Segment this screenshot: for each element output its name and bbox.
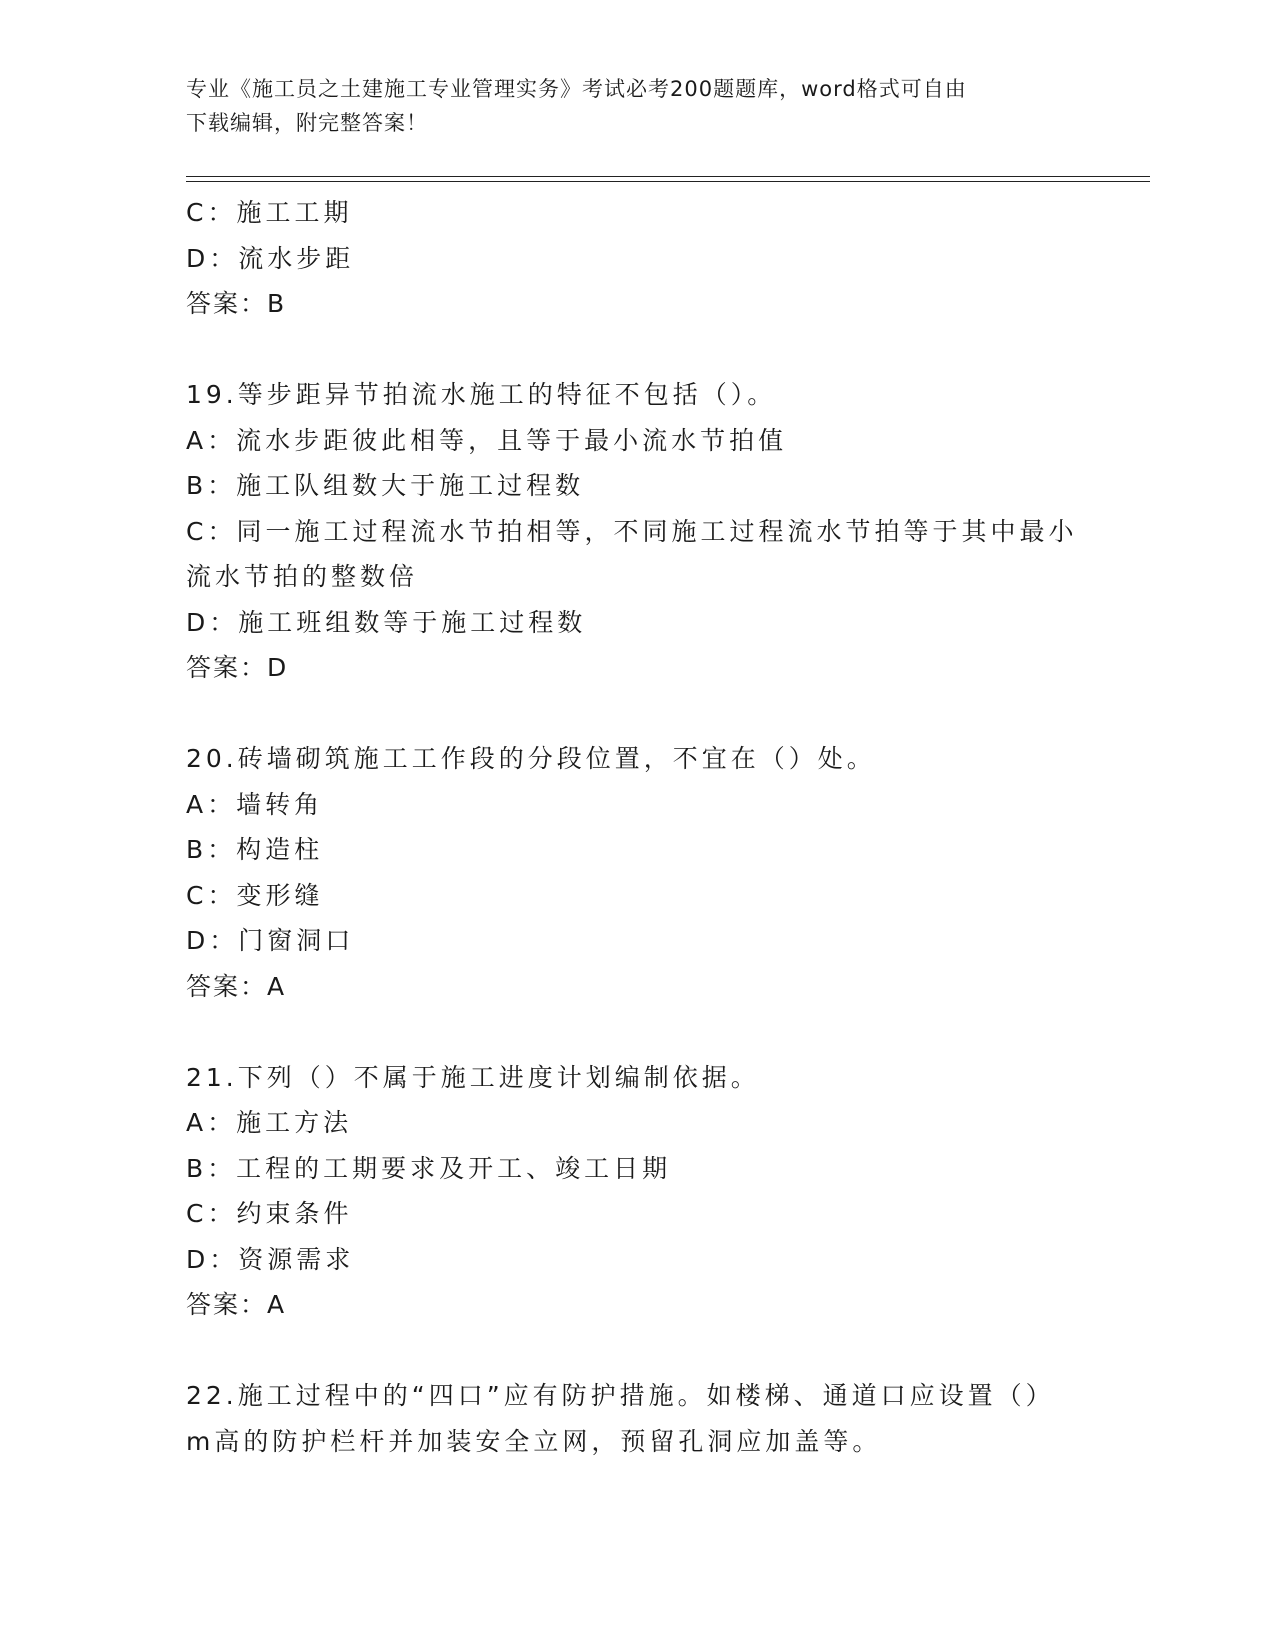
spacer [186,691,1086,737]
question-22-stem-line-2: m高的防护栏杆并加装安全立网，预留孔洞应加盖等。 [186,1426,882,1456]
question-20-answer: 答案：A [186,971,287,1001]
header-line-1: 专业《施工员之土建施工专业管理实务》考试必考200题题库，word格式可自由 [186,77,967,101]
question-19-option-d: D：施工班组数等于施工过程数 [186,607,587,637]
question-22-stem-line-1: 22.施工过程中的“四口”应有防护措施。如楼梯、通道口应设置（） [186,1381,1055,1410]
header-line-2: 下载编辑，附完整答案！ [186,111,428,135]
spacer [186,1328,1086,1374]
question-content [186,190,1086,1464]
question-19-stem: 19.等步距异节拍流水施工的特征不包括（）。 [186,380,777,409]
prev-option-c: C：施工工期 [186,198,353,227]
question-19-option-a: A：流水步距彼此相等，且等于最小流水节拍值 [186,425,788,455]
question-21-option-c: C：约束条件 [186,1199,353,1228]
header-divider [186,176,1150,182]
question-20-stem: 20.砖墙砌筑施工工作段的分段位置，不宜在（）处。 [186,744,876,773]
question-21-option-d: D：资源需求 [186,1244,355,1274]
question-21-option-a: A：施工方法 [186,1108,353,1137]
question-20-option-a: A：墙转角 [186,789,324,819]
question-19-answer: 答案：D [186,653,289,682]
prev-answer: 答案：B [186,289,287,318]
document-header [186,72,1086,140]
question-19-option-c-line-2: 流水节拍的整数倍 [186,562,419,591]
question-20-option-d: D：门窗洞口 [186,926,355,955]
question-20-option-c: C：变形缝 [186,880,324,910]
question-19-option-b: B：施工队组数大于施工过程数 [186,471,585,500]
prev-option-d: D：流水步距 [186,243,355,273]
question-21-answer: 答案：A [186,1290,287,1319]
spacer [186,1009,1086,1055]
question-20-option-b: B：构造柱 [186,835,324,864]
question-19-option-c-line-1: C：同一施工过程流水节拍相等，不同施工过程流水节拍等于其中最小 [186,516,1078,546]
question-21-stem: 21.下列（）不属于施工进度计划编制依据。 [186,1062,760,1092]
spacer [186,327,1086,373]
question-21-option-b: B：工程的工期要求及开工、竣工日期 [186,1153,672,1183]
